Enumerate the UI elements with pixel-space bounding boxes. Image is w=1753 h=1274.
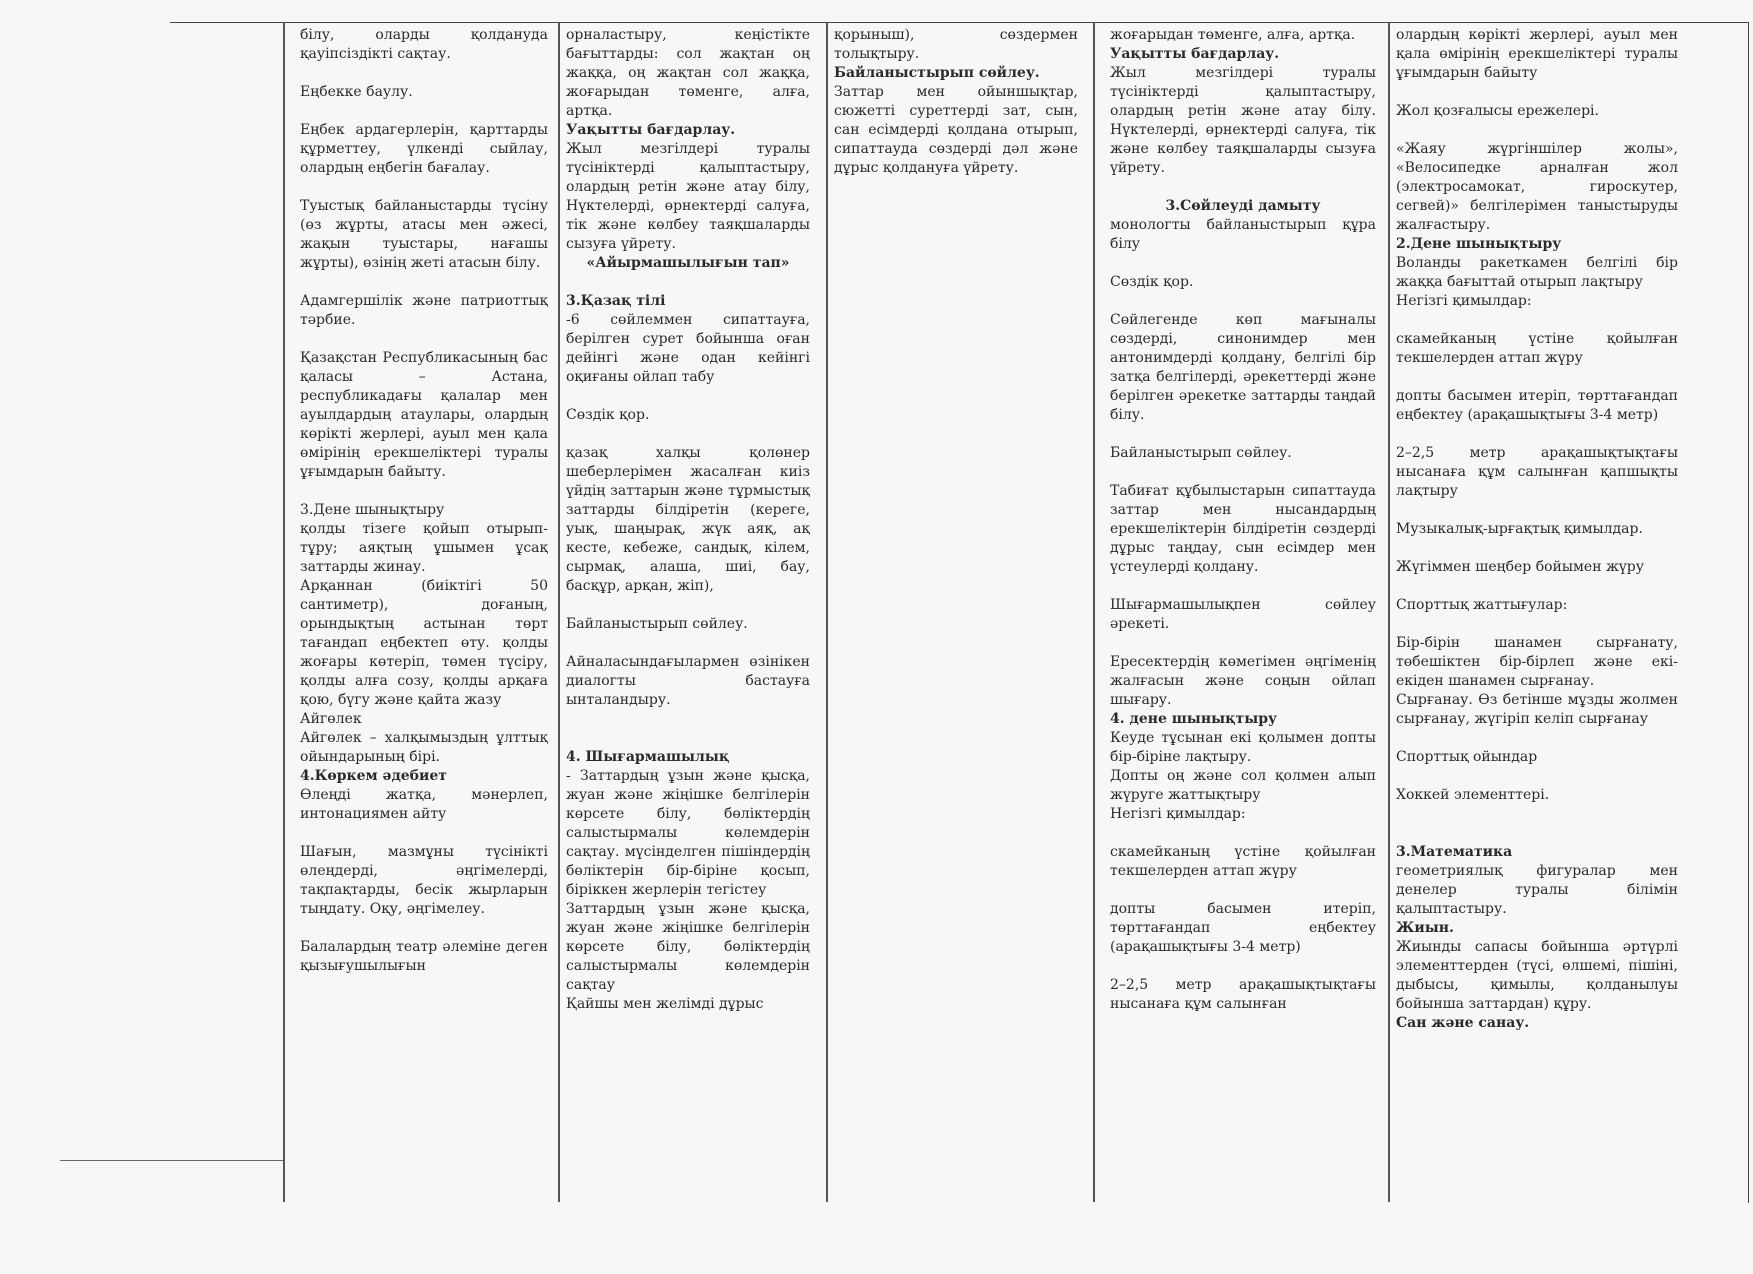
- section-heading: Уақытты бағдарлау.: [1110, 46, 1280, 62]
- paragraph: - Заттардың ұзын және қысқа, жуан және жіңішке белгілерін көрсете білу, бөліктердің салыстырмалы көлемдерін сақтау. мүсінделген пішіндердің бөліктерін бір-біріне қосып, біріккен жерлерін тегістеу: [566, 768, 810, 898]
- paragraph: Балалардың театр әлеміне деген қызығушылығын: [300, 939, 548, 974]
- paragraph: скамейканың үстіне қойылған текшелерден аттап жүру: [1110, 844, 1376, 879]
- paragraph: -6 сөйлеммен сипаттауға, берілген сурет бойынша оған дейінгі және одан кейінгі оқиғаны ойлап табу: [566, 312, 810, 385]
- paragraph: Шығармашылықпен сөйлеу әрекеті.: [1110, 597, 1376, 632]
- column-4: [1110, 26, 1376, 1198]
- paragraph: Воланды ракеткамен белгілі бір жаққа бағыттай отырып лақтыру: [1396, 255, 1678, 290]
- column-3: [834, 26, 1078, 266]
- column-divider: [283, 22, 285, 1202]
- paragraph: Сырғанау. Өз бетінше мұзды жолмен сырғанау, жүгіріп келіп сырғанау: [1396, 692, 1678, 727]
- paragraph: монологты байланыстырып құра білу: [1110, 217, 1376, 252]
- paragraph: Жыл мезгілдері туралы түсініктерді қалыптастыру, олардың ретін және атау білу, Нүктелерді, өрнектерді салуға, тік және көлбеу таяқшаларды сызуға үйрету.: [566, 141, 810, 252]
- paragraph: жоғарыдан төменге, алға, артқа.: [1110, 27, 1356, 43]
- paragraph: Жол қозғалысы ережелері.: [1396, 103, 1599, 119]
- paragraph: Байланыстырып сөйлеу.: [566, 616, 748, 632]
- column-divider: [826, 22, 828, 1202]
- section-heading: Сан және санау.: [1396, 1015, 1530, 1031]
- paragraph: Табиғат құбылыстарын сипаттауда заттар мен нысандардың ерекшеліктерін білдіретін сөздерді дұрыс таңдау, сын есімдер мен үстеулерді қолдану.: [1110, 483, 1376, 575]
- paragraph: Байланыстырып сөйлеу.: [1110, 445, 1292, 461]
- section-heading: 4.Көркем әдебиет: [300, 768, 447, 784]
- paragraph: 2–2,5 метр арақашықтықтағы нысанаға құм салынған қапшықты лақтыру: [1396, 445, 1678, 499]
- paragraph: Айгөлек: [300, 711, 362, 727]
- column-divider: [1093, 22, 1095, 1202]
- paragraph: білу, оларды қолдануда қауіпсіздікті сақтау.: [300, 27, 548, 62]
- paragraph: Арқаннан (биіктігі 50 сантиметр), доғаның, орындықтың астынан төрт тағандап еңбектеп өту. қолды жоғары көтеріп, төмен түсіру, қолды алға созу, қолды арқаға қою, бүгу және қайта жазу: [300, 578, 548, 708]
- section-heading: 3.Қазақ тілі: [566, 293, 666, 309]
- paragraph: Өлеңді жатқа, мәнерлеп, интонациямен айту: [300, 787, 548, 822]
- paragraph: Жүгіммен шеңбер бойымен жүру: [1396, 559, 1644, 575]
- section-heading: 2.Дене шынықтыру: [1396, 236, 1562, 252]
- paragraph: допты басымен итеріп, төрттағандап еңбектеу (арақашықтығы 3-4 метр): [1396, 388, 1678, 423]
- paragraph: Жиынды сапасы бойынша әртүрлі элементтерден (түсі, өлшемі, пішіні, дыбысы, қимылы, қолданылуы бойынша заттардан) құру.: [1396, 939, 1678, 1012]
- section-heading: 3.Сөйлеуді дамыту: [1165, 198, 1321, 214]
- paragraph: скамейканың үстіне қойылған текшелерден аттап жүру: [1396, 331, 1678, 366]
- paragraph: Спорттық жаттығулар:: [1396, 597, 1568, 613]
- paragraph: Айгөлек – халқымыздың ұлттық ойындарының бірі.: [300, 730, 548, 765]
- paragraph: Хоккей элементтері.: [1396, 787, 1550, 803]
- paragraph: 2–2,5 метр арақашықтықтағы нысанаға құм салынған: [1110, 977, 1376, 1012]
- paragraph: Шағын, мазмұны түсінікті өлеңдерді, әңгімелерді, тақпақтарды, бесік жырларын тыңдату. Оқу, әңгімелеу.: [300, 844, 548, 917]
- paragraph: Сөйлегенде көп мағыналы сөздерді, синонимдер мен антонимдерді қолдану, белгілі бір затқа белгілерді, әрекеттерді және берілген әрекетке заттарды таңдай білу.: [1110, 312, 1376, 423]
- paragraph: Еңбекке баулу.: [300, 84, 413, 100]
- section-heading: Жиын.: [1396, 920, 1454, 936]
- paragraph: Ересектердің көмегімен әңгіменің жалғасын және соңын ойлап шығару.: [1110, 654, 1376, 708]
- column-5: [1396, 26, 1678, 1226]
- section-heading: Байланыстырып сөйлеу.: [834, 65, 1040, 81]
- section-heading: Уақытты бағдарлау.: [566, 122, 736, 138]
- paragraph: Еңбек ардагерлерін, қарттарды құрметтеу, үлкенді сыйлау, олардың еңбегін бағалау.: [300, 122, 548, 176]
- section-heading: 4. Шығармашылық: [566, 749, 730, 765]
- paragraph: Негізгі қимылдар:: [1396, 293, 1532, 309]
- paragraph: Айналасындағылармен өзінікен диалогты бастауға ынталандыру.: [566, 654, 810, 708]
- paragraph: Спорттық ойындар: [1396, 749, 1538, 765]
- paragraph: қолды тізеге қойып отырып-тұру; аяқтың ұшымен ұсақ заттарды жинау.: [300, 521, 548, 575]
- paragraph: Туыстық байланыстарды түсіну (өз жұрты, атасы мен әжесі, жақын туыстары, нағашы жұрты), өзінің жеті атасын білу.: [300, 198, 548, 271]
- paragraph: Заттар мен ойыншықтар, сюжетті суреттерді зат, сын, сан есімдерді қолдана отырып, сипаттауда сөздерді дәл және дұрыс қолдануға үйрету.: [834, 84, 1078, 176]
- paragraph: Музыкалық-ырғақтық қимылдар.: [1396, 521, 1643, 537]
- paragraph: Қайшы мен желімді дұрыс: [566, 996, 764, 1012]
- section-heading: 3.Математика: [1396, 844, 1513, 860]
- paragraph: Сөздік қор.: [1110, 274, 1194, 290]
- column-2: [566, 26, 810, 1198]
- paragraph: Негізгі қимылдар:: [1110, 806, 1246, 822]
- paragraph: Сөздік қор.: [566, 407, 650, 423]
- paragraph: Бір-бірін шанамен сырғанату, төбешіктен бір-бірлеп және екі-екіден шанамен сырғанау.: [1396, 635, 1678, 689]
- paragraph: Кеуде тұсынан екі қолымен допты бір-біріне лақтыру.: [1110, 730, 1376, 765]
- section-heading: 3.Дене шынықтыру: [300, 502, 445, 518]
- paragraph: геометриялық фигуралар мен денелер туралы білімін қалыптастыру.: [1396, 863, 1678, 917]
- paragraph: қазақ халқы қолөнер шеберлерімен жасалған киіз үйдің заттарын және тұрмыстық заттарды білдіретін (кереге, уық, шаңырақ, жүк аяқ, ақ кесте, кебеже, сандық, кілем, сырмақ, алаша, шиі, бау, басқұр, арқан, жіп),: [566, 445, 810, 594]
- paragraph: допты басымен итеріп, төрттағандап еңбектеу (арақашықтығы 3-4 метр): [1110, 901, 1376, 955]
- column-divider: [1388, 22, 1390, 1202]
- paragraph: Допты оң және сол қолмен алып жүруге жаттықтыру: [1110, 768, 1376, 803]
- paragraph: Адамгершілік және патриоттық тәрбие.: [300, 293, 548, 328]
- column-1: [300, 26, 548, 1198]
- paragraph: Қазақстан Республикасының бас қаласы – Астана, республикадағы қалалар мен ауылдардың атаулары, олардың көрікті жерлері, ауыл мен қала өмірінің ерекшеліктері туралы ұғымдарын байыту.: [300, 350, 548, 480]
- column-divider: [558, 22, 560, 1202]
- paragraph: «Жаяу жүргіншілер жолы», «Велосипедке арналған жол (электросамокат, гироскутер, сегвей)» белгілерімен таныстыруды жалғастыру.: [1396, 141, 1678, 233]
- section-heading: 4. дене шынықтыру: [1110, 711, 1277, 727]
- paragraph: Заттардың ұзын және қысқа, жуан және жіңішке белгілерін көрсете білу, бөліктердің салыстырмалы көлемдерін сақтау: [566, 901, 810, 993]
- paragraph: олардың көрікті жерлері, ауыл мен қала өмірінің ерекшеліктері туралы ұғымдарын байыту: [1396, 27, 1678, 81]
- paragraph: қорыныш), сөздермен толықтыру.: [834, 27, 1078, 62]
- paragraph: орналастыру, кеңістікте бағыттарды: сол жақтан оң жаққа, оң жақтан сол жаққа, жоғарыдан төменге, алға, артқа.: [566, 27, 810, 119]
- game-title: «Айырмашылығын тап»: [586, 255, 790, 271]
- paragraph: Жыл мезгілдері туралы түсініктерді қалыптастыру, олардың ретін және атау білу. Нүктелерді, өрнектерді салуға, тік және көлбеу таяқшаларды сызуға үйрету.: [1110, 65, 1376, 176]
